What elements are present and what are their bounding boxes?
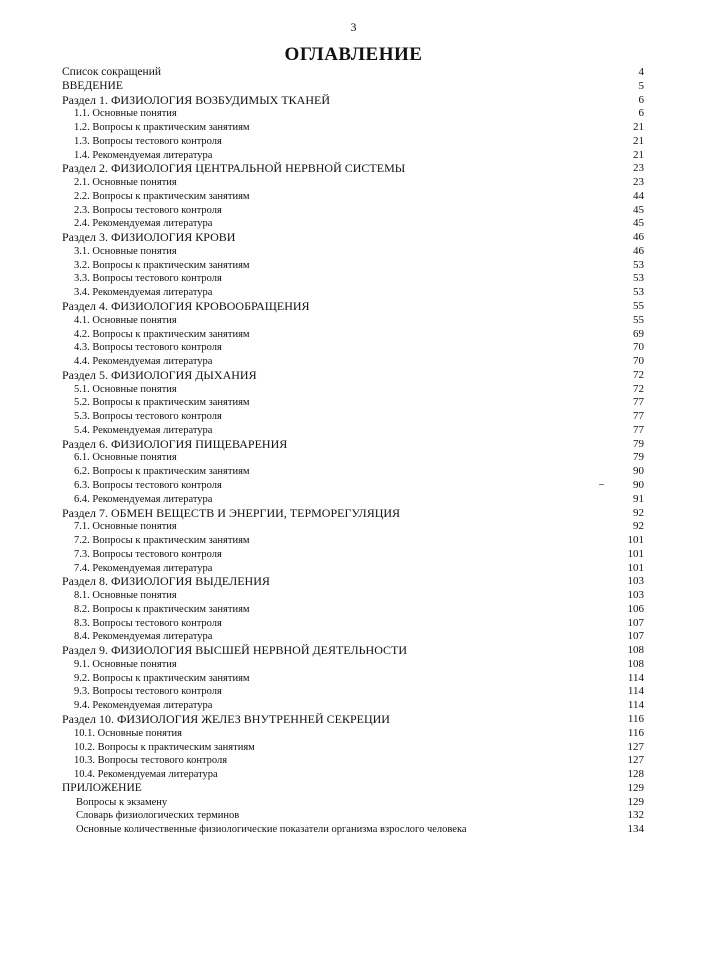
- toc-page-number: 5: [638, 79, 644, 92]
- toc-subsection: [62, 396, 644, 410]
- toc-page-number: 70: [633, 355, 644, 368]
- toc-page-number: 72: [633, 382, 644, 395]
- toc-subsection: [62, 383, 644, 397]
- toc-entry-label: 7.4. Рекомендуемая литература: [74, 562, 213, 574]
- toc-entry-label: 6.4. Рекомендуемая литература: [74, 493, 213, 505]
- toc-subsection: [62, 617, 644, 631]
- toc-page-number: 107: [627, 630, 644, 643]
- toc-page-number: 21: [633, 148, 644, 161]
- toc-entry-label: Раздел 5. ФИЗИОЛОГИЯ ДЫХАНИЯ: [62, 367, 257, 382]
- toc-page-number: 79: [633, 437, 644, 450]
- toc-entry-label: 10.2. Вопросы к практическим занятиям: [74, 741, 255, 753]
- toc-entry-label: 3.3. Вопросы тестового контроля: [74, 273, 222, 285]
- toc-subsection: [62, 121, 644, 135]
- toc-subsection: [62, 149, 644, 163]
- toc-section: [62, 300, 644, 314]
- toc-page-number: 21: [633, 121, 644, 134]
- toc-page-number: 116: [627, 712, 644, 725]
- toc-page-number: 53: [633, 272, 644, 285]
- toc-page-number: 108: [627, 644, 644, 657]
- toc-entry-label: Словарь физиологических терминов: [76, 810, 240, 822]
- toc-entry-label: 3.1. Основные понятия: [74, 245, 177, 257]
- toc-entry-label: 10.1. Основные понятия: [74, 727, 183, 739]
- toc-page-number: 45: [633, 203, 644, 216]
- toc-section: [62, 438, 644, 452]
- toc-appendix-entry: [62, 796, 644, 810]
- toc-entry-label: 6.3. Вопросы тестового контроля: [74, 479, 222, 491]
- toc-entry-label: 7.1. Основные понятия: [74, 521, 177, 533]
- toc-entry-label: 8.1. Основные понятия: [74, 590, 177, 602]
- toc-appendix-entry: [62, 809, 644, 823]
- toc-entry: [62, 80, 644, 94]
- toc-page-number: 91: [633, 492, 644, 505]
- toc-page-number: 90: [633, 478, 644, 491]
- toc-page-number: 103: [627, 575, 644, 588]
- toc-entry-label: Раздел 9. ФИЗИОЛОГИЯ ВЫСШЕЙ НЕРВНОЙ ДЕЯТЕЛЬНОСТИ: [62, 643, 408, 658]
- toc-entry-label: 9.3. Вопросы тестового контроля: [74, 686, 222, 698]
- toc-entry-label: 9.1. Основные понятия: [74, 658, 177, 670]
- toc-page-number: 4: [638, 66, 644, 78]
- toc-section: [62, 162, 644, 176]
- toc-entry-label: Раздел 10. ФИЗИОЛОГИЯ ЖЕЛЕЗ ВНУТРЕННЕЙ СЕКРЕЦИИ: [62, 711, 390, 726]
- toc-page-number: 134: [627, 823, 644, 836]
- toc-entry-label: 4.4. Рекомендуемая литература: [74, 356, 213, 368]
- toc-page-number: 107: [627, 616, 644, 629]
- toc-subsection: [62, 520, 644, 534]
- toc-page-number: 114: [627, 685, 644, 698]
- toc-page-number: 101: [627, 547, 644, 560]
- toc-entry-label: 5.4. Рекомендуемая литература: [74, 424, 213, 436]
- toc-subsection: [62, 699, 644, 713]
- toc-entry-label: Вопросы к экзамену: [76, 796, 168, 808]
- toc-subsection: [62, 672, 644, 686]
- toc-page-number: 77: [633, 423, 644, 436]
- toc-entry-label: Раздел 1. ФИЗИОЛОГИЯ ВОЗБУДИМЫХ ТКАНЕЙ: [62, 92, 330, 107]
- toc-entry-label: 5.2. Вопросы к практическим занятиям: [74, 397, 250, 409]
- toc-subsection: [62, 314, 644, 328]
- toc-subsection: [62, 176, 644, 190]
- toc-entry-label: ВВЕДЕНИЕ: [62, 79, 123, 92]
- toc-entry-label: 10.3. Вопросы тестового контроля: [74, 755, 228, 767]
- toc-subsection: [62, 355, 644, 369]
- toc-page-number: 114: [627, 671, 644, 684]
- toc-section: [62, 644, 644, 658]
- toc-entry-label: ПРИЛОЖЕНИЕ: [62, 781, 142, 794]
- toc-entry-label: 2.4. Рекомендуемая литература: [74, 218, 213, 230]
- toc-entry-label: Раздел 2. ФИЗИОЛОГИЯ ЦЕНТРАЛЬНОЙ НЕРВНОЙ СИСТЕМЫ: [62, 161, 406, 176]
- toc-entry-label: 3.2. Вопросы к практическим занятиям: [74, 259, 250, 271]
- toc-subsection: [62, 603, 644, 617]
- toc-entry-label: 1.4. Рекомендуемая литература: [74, 149, 213, 161]
- toc-subsection: [62, 341, 644, 355]
- toc-subsection: [62, 589, 644, 603]
- toc-section: [62, 94, 644, 108]
- toc-page-number: 103: [627, 589, 644, 602]
- toc-page-number: 72: [633, 368, 644, 381]
- toc-entry: [62, 782, 644, 796]
- toc-page-number: 46: [633, 244, 644, 257]
- toc-section: [62, 507, 644, 521]
- toc-entry-label: Основные количественные физиологические показатели организма взрослого человека: [76, 824, 467, 836]
- toc-page-number: 127: [627, 754, 644, 767]
- toc-subsection: [62, 135, 644, 149]
- toc-subsection: [62, 328, 644, 342]
- table-of-contents: [62, 66, 644, 837]
- toc-entry-label: Раздел 8. ФИЗИОЛОГИЯ ВЫДЕЛЕНИЯ: [62, 574, 270, 589]
- toc-page-number: 23: [633, 162, 644, 175]
- toc-page-number: 23: [633, 176, 644, 189]
- toc-entry-label: 1.2. Вопросы к практическим занятиям: [74, 122, 250, 134]
- toc-page-number: 69: [633, 327, 644, 340]
- toc-entry-label: 2.3. Вопросы тестового контроля: [74, 204, 222, 216]
- toc-subsection: [62, 451, 644, 465]
- toc-page-number: 45: [633, 217, 644, 230]
- toc-subsection: [62, 562, 644, 576]
- toc-section: [62, 575, 644, 589]
- toc-subsection: [62, 534, 644, 548]
- toc-page-number: 77: [633, 396, 644, 409]
- toc-entry-label: 8.2. Вопросы к практическим занятиям: [74, 603, 250, 615]
- toc-entry-label: Раздел 4. ФИЗИОЛОГИЯ КРОВООБРАЩЕНИЯ: [62, 299, 310, 314]
- toc-entry-label: 1.1. Основные понятия: [74, 108, 177, 120]
- toc-entry-label: Раздел 7. ОБМЕН ВЕЩЕСТВ И ЭНЕРГИИ, ТЕРМОРЕГУЛЯЦИЯ: [62, 505, 401, 520]
- toc-page-number: 53: [633, 286, 644, 299]
- scan-mark: [599, 484, 604, 485]
- toc-page-number: 55: [633, 313, 644, 326]
- toc-section: [62, 231, 644, 245]
- toc-page-number: 92: [633, 520, 644, 533]
- toc-entry-label: 8.4. Рекомендуемая литература: [74, 631, 213, 643]
- toc-subsection: [62, 204, 644, 218]
- toc-entry-label: Раздел 6. ФИЗИОЛОГИЯ ПИЩЕВАРЕНИЯ: [62, 436, 288, 451]
- toc-subsection: [62, 727, 644, 741]
- toc-subsection: [62, 107, 644, 121]
- toc-page-number: 55: [633, 300, 644, 313]
- toc-entry-label: 5.3. Вопросы тестового контроля: [74, 411, 222, 423]
- toc-section: [62, 713, 644, 727]
- toc-entry-label: Список сокращений: [62, 66, 162, 78]
- toc-subsection: [62, 548, 644, 562]
- toc-entry-label: 10.4. Рекомендуемая литература: [74, 769, 218, 781]
- toc-page-number: 128: [627, 768, 644, 781]
- toc-page-number: 114: [627, 699, 644, 712]
- toc-subsection: [62, 410, 644, 424]
- toc-subsection: [62, 465, 644, 479]
- toc-subsection: [62, 286, 644, 300]
- toc-page-number: 101: [627, 561, 644, 574]
- toc-entry-label: 7.2. Вопросы к практическим занятиям: [74, 535, 250, 547]
- toc-subsection: [62, 493, 644, 507]
- toc-page-number: 101: [627, 534, 644, 547]
- toc-entry-label: Раздел 3. ФИЗИОЛОГИЯ КРОВИ: [62, 230, 236, 245]
- toc-page-number: 116: [627, 726, 644, 739]
- toc-page-number: 6: [638, 93, 644, 106]
- toc-entry-label: 6.2. Вопросы к практическим занятиям: [74, 466, 250, 478]
- toc-page-number: 46: [633, 231, 644, 244]
- toc-subsection: [62, 190, 644, 204]
- toc-entry-label: 1.3. Вопросы тестового контроля: [74, 135, 222, 147]
- toc-entry-label: 4.3. Вопросы тестового контроля: [74, 342, 222, 354]
- toc-entry-label: 8.3. Вопросы тестового контроля: [74, 617, 222, 629]
- toc-subsection: [62, 424, 644, 438]
- toc-entry: [62, 66, 644, 80]
- toc-entry-label: 4.1. Основные понятия: [74, 314, 177, 326]
- toc-page-number: 90: [633, 465, 644, 478]
- toc-page-number: 53: [633, 258, 644, 271]
- toc-page-number: 6: [638, 107, 644, 120]
- toc-entry-label: 5.1. Основные понятия: [74, 383, 177, 395]
- toc-subsection: [62, 768, 644, 782]
- toc-subsection: [62, 754, 644, 768]
- toc-subsection: [62, 272, 644, 286]
- toc-appendix-entry: [62, 823, 644, 837]
- toc-entry-label: 2.2. Вопросы к практическим занятиям: [74, 190, 250, 202]
- toc-entry-label: 9.2. Вопросы к практическим занятиям: [74, 672, 250, 684]
- toc-subsection: [62, 741, 644, 755]
- toc-page-number: 108: [627, 657, 644, 670]
- toc-entry-label: 2.1. Основные понятия: [74, 177, 177, 189]
- toc-page-number: 127: [627, 740, 644, 753]
- toc-page-number: 106: [627, 602, 644, 615]
- toc-page-number: 79: [633, 451, 644, 464]
- toc-subsection: [62, 217, 644, 231]
- toc-page-number: 77: [633, 410, 644, 423]
- toc-subsection: [62, 259, 644, 273]
- toc-subsection: [62, 658, 644, 672]
- toc-page-number: 70: [633, 341, 644, 354]
- toc-entry-label: 6.1. Основные понятия: [74, 452, 177, 464]
- toc-entry-label: 3.4. Рекомендуемая литература: [74, 287, 213, 299]
- toc-section: [62, 369, 644, 383]
- toc-page-number: 129: [627, 795, 644, 808]
- toc-subsection: [62, 245, 644, 259]
- toc-subsection: [62, 685, 644, 699]
- page-title: ОГЛАВЛЕНИЕ: [284, 44, 423, 65]
- page-number: 3: [350, 20, 357, 34]
- toc-entry-label: 9.4. Рекомендуемая литература: [74, 700, 213, 712]
- toc-entry-label: 4.2. Вопросы к практическим занятиям: [74, 328, 250, 340]
- toc-entry-label: 7.3. Вопросы тестового контроля: [74, 548, 222, 560]
- toc-page-number: 21: [633, 134, 644, 147]
- toc-page-number: 132: [627, 809, 644, 822]
- toc-page-number: 92: [633, 506, 644, 519]
- toc-page-number: 129: [627, 781, 644, 794]
- toc-page-number: 44: [633, 189, 644, 202]
- toc-subsection: [62, 479, 644, 493]
- toc-subsection: [62, 630, 644, 644]
